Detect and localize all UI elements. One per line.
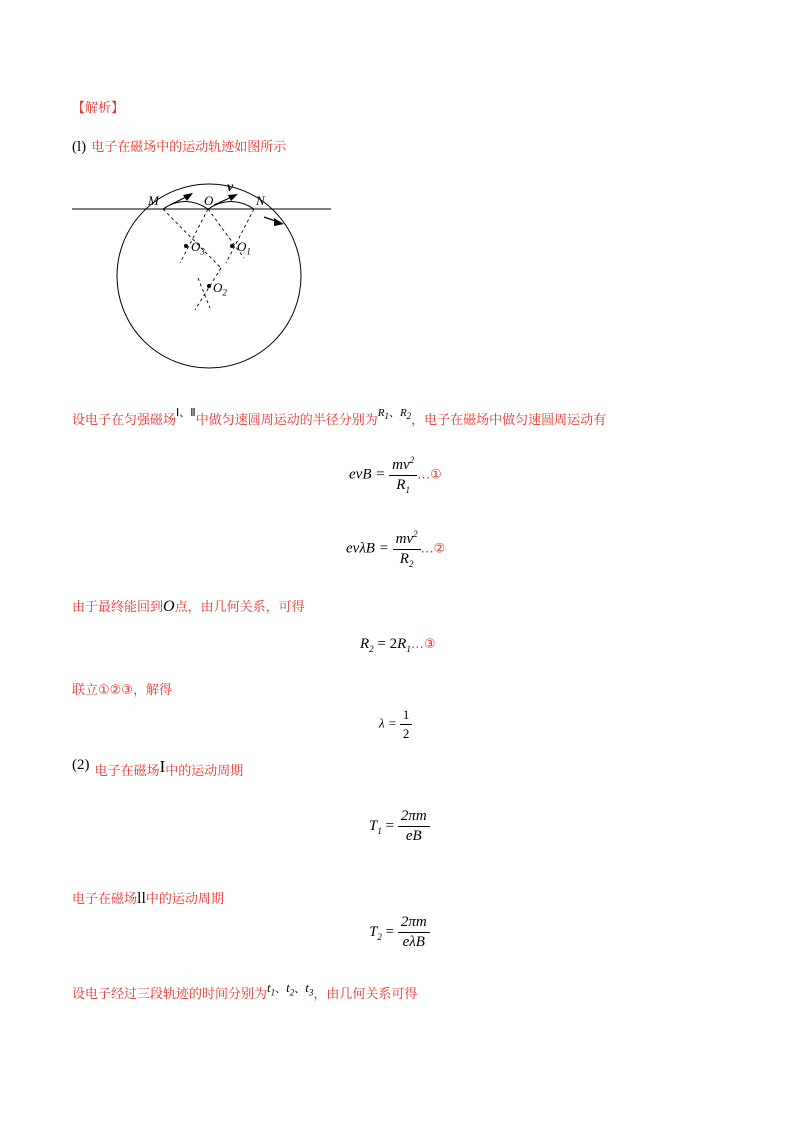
equation-2: [346, 529, 445, 569]
eq2-lhs: evλB =: [346, 540, 389, 557]
equation-1: [349, 455, 442, 495]
t1-symbol: t1: [267, 980, 276, 998]
text: 设电子经过三段轨迹的时间分别为: [72, 987, 268, 1002]
center-point-o2: [207, 284, 211, 288]
eq1-tag: …①: [417, 467, 442, 483]
label-m: M: [148, 193, 159, 208]
text: 设电子在匀强磁场: [72, 413, 177, 428]
text: 点，由几何关系，可得: [174, 600, 305, 615]
equation-t1: $T_1$ = $\frac{2\pi m}{eB}$: [369, 808, 430, 845]
t2-symbol: t2: [286, 980, 295, 998]
label-o2: $O_2$: [213, 280, 227, 298]
equation-3: $R_2$ = $2R_1\dots ③$: [360, 636, 436, 654]
label-v: v: [227, 180, 234, 195]
radius-dash-lines: [163, 209, 254, 310]
text: 电子在磁场: [94, 764, 160, 779]
equation-t2: $T_2$ = $\frac{2\pi m}{\text{eλB}}$: [369, 914, 430, 951]
r2-symbol: R2: [399, 407, 412, 422]
eq1-lhs: evB =: [349, 466, 386, 483]
t1-fraction: $\frac{2\pi m}{eB}$: [398, 808, 430, 845]
label-o: O: [204, 193, 214, 208]
eq3-tag: …③: [410, 637, 436, 652]
t2-fraction: $\frac{2\pi m}{\text{eλB}}$: [398, 914, 430, 951]
separator: 、: [275, 983, 287, 995]
part2-time-line: [72, 980, 417, 1002]
label-n: N: [256, 193, 265, 208]
eq2-tag: …②: [420, 541, 446, 557]
eq4-fraction: $\frac{1}{2}$: [400, 707, 413, 742]
part1-label: (l): [72, 139, 87, 155]
part1-intro-text: 电子在磁场中的运动轨迹如图所示: [91, 140, 287, 155]
t3-symbol: t3: [305, 980, 314, 998]
eq2-fraction: $\frac{mv^2}{R_2}$: [393, 529, 421, 569]
part1-radius-line: [72, 404, 606, 428]
text: 中做匀速圆周运动的半径分别为: [195, 413, 378, 428]
point-o: O: [163, 598, 175, 615]
label-o3: $O_3$: [191, 239, 205, 257]
text: 中的运动周期: [165, 764, 244, 779]
text: ，电子在磁场中做匀速圆周运动有: [411, 413, 607, 428]
text: ，由几何关系可得: [313, 987, 418, 1002]
separator: 、: [388, 407, 400, 419]
field-labels: Ⅰ、Ⅱ: [176, 407, 196, 419]
r1-symbol: R1: [377, 407, 389, 422]
velocity-arrow-icon: [170, 193, 193, 205]
field-label: ll: [137, 890, 146, 907]
part2-line-period2: [72, 888, 224, 908]
eq1-fraction: $\frac{mv^2}{R_1}$: [389, 455, 417, 495]
part2-line-period1: [72, 757, 243, 779]
part2-label: (2): [72, 757, 90, 773]
part1-return-line: [72, 596, 305, 616]
velocity-arrow-icon: [214, 194, 238, 205]
section-header: 【解析】: [72, 101, 125, 116]
part1-line-intro: [72, 136, 286, 156]
center-point-o1: [230, 244, 234, 248]
text: 由于最终能回到: [72, 600, 164, 615]
text: 中的运动周期: [145, 892, 224, 907]
eq4-lhs: λ =: [379, 715, 397, 731]
label-o1: $O_1$: [237, 239, 251, 257]
arc-m-o: [163, 202, 208, 210]
field-label: I: [159, 757, 166, 776]
part1-combine-line: 联立①②③，解得: [72, 683, 172, 698]
equation-4: [379, 707, 412, 742]
center-point-o3: [184, 244, 188, 248]
separator: 、: [294, 983, 306, 995]
trajectory-diagram: [68, 178, 338, 378]
trajectory-circle: [117, 184, 301, 368]
text: 电子在磁场: [72, 892, 138, 907]
